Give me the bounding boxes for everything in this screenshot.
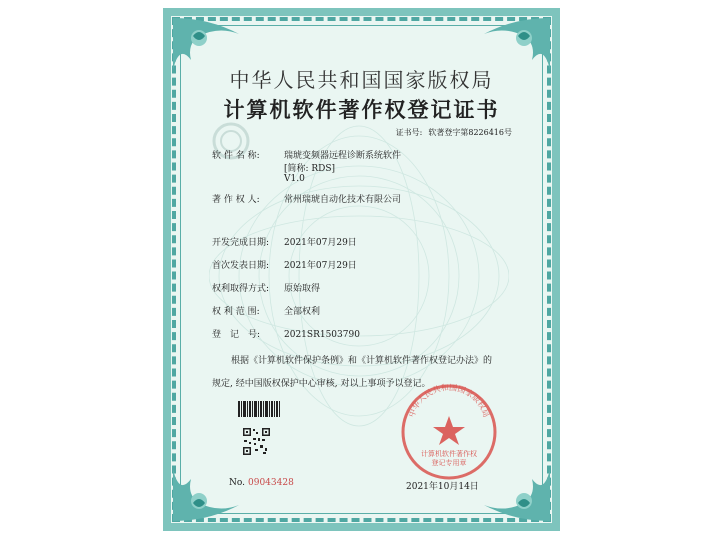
field-first-publication-date xyxy=(212,258,357,271)
field-label: 登 记 号: xyxy=(212,330,261,340)
field-completion-date xyxy=(212,235,357,248)
certificate-number-label: 证书号: xyxy=(395,128,423,137)
field-value: 2021年07月29日 xyxy=(284,261,357,271)
serial-value: 09043428 xyxy=(248,478,294,488)
field-acquisition-method xyxy=(212,281,320,294)
seal-inner-line-1: 计算机软件著作权 xyxy=(421,450,477,458)
field-label: 首次发表日期: xyxy=(212,261,270,271)
serial-number xyxy=(229,478,294,488)
certificate-title: 计算机软件著作权登记证书 xyxy=(223,97,500,122)
statement-line-2: 规定, 经中国版权保护中心审核, 对以上事项予以登记。 xyxy=(212,379,431,389)
field-label: 权利取得方式: xyxy=(212,284,270,294)
certificate-number xyxy=(396,127,512,138)
field-label: 软 件 名 称: xyxy=(212,151,260,161)
svg-text:中华人民共和国国家版权局 xyxy=(406,382,491,418)
field-label: 开发完成日期: xyxy=(212,238,270,248)
certificate xyxy=(163,8,560,531)
qr-code-icon xyxy=(243,428,270,455)
field-software-name xyxy=(212,148,401,161)
serial-label: No. xyxy=(229,478,245,488)
certificate-number-value: 软著登字第8226416号 xyxy=(428,128,512,137)
field-label: 著 作 权 人: xyxy=(212,195,260,205)
software-version: V1.0 xyxy=(284,174,305,184)
field-value: 2021年07月29日 xyxy=(284,238,357,248)
field-value: 2021SR1503790 xyxy=(284,330,360,340)
field-copyright-owner xyxy=(212,192,401,205)
field-value: 全部权利 xyxy=(284,307,321,317)
issuer-title: 中华人民共和国国家版权局 xyxy=(229,68,494,92)
issue-date: 2021年10月14日 xyxy=(406,482,479,492)
seal-inner-line-2: 登记专用章 xyxy=(431,459,467,467)
field-value: 常州瑞琥自动化技术有限公司 xyxy=(284,195,402,205)
corner-ornament-icon xyxy=(169,465,243,525)
field-label: 权 利 范 围: xyxy=(212,307,260,317)
barcode-icon xyxy=(238,401,280,417)
field-value: 瑞琥变频器远程诊断系统软件 xyxy=(284,151,402,161)
field-value: 原始取得 xyxy=(284,284,321,294)
software-alias: [简称: RDS] xyxy=(284,164,336,174)
statement-line-1: 根据《计算机软件保护条例》和《计算机软件著作权登记办法》的 xyxy=(231,356,493,366)
field-rights-scope xyxy=(212,304,320,317)
seal-outer-text: 中华人民共和国国家版权局 xyxy=(407,382,491,419)
field-registration-number xyxy=(212,327,360,340)
official-seal xyxy=(399,382,499,482)
